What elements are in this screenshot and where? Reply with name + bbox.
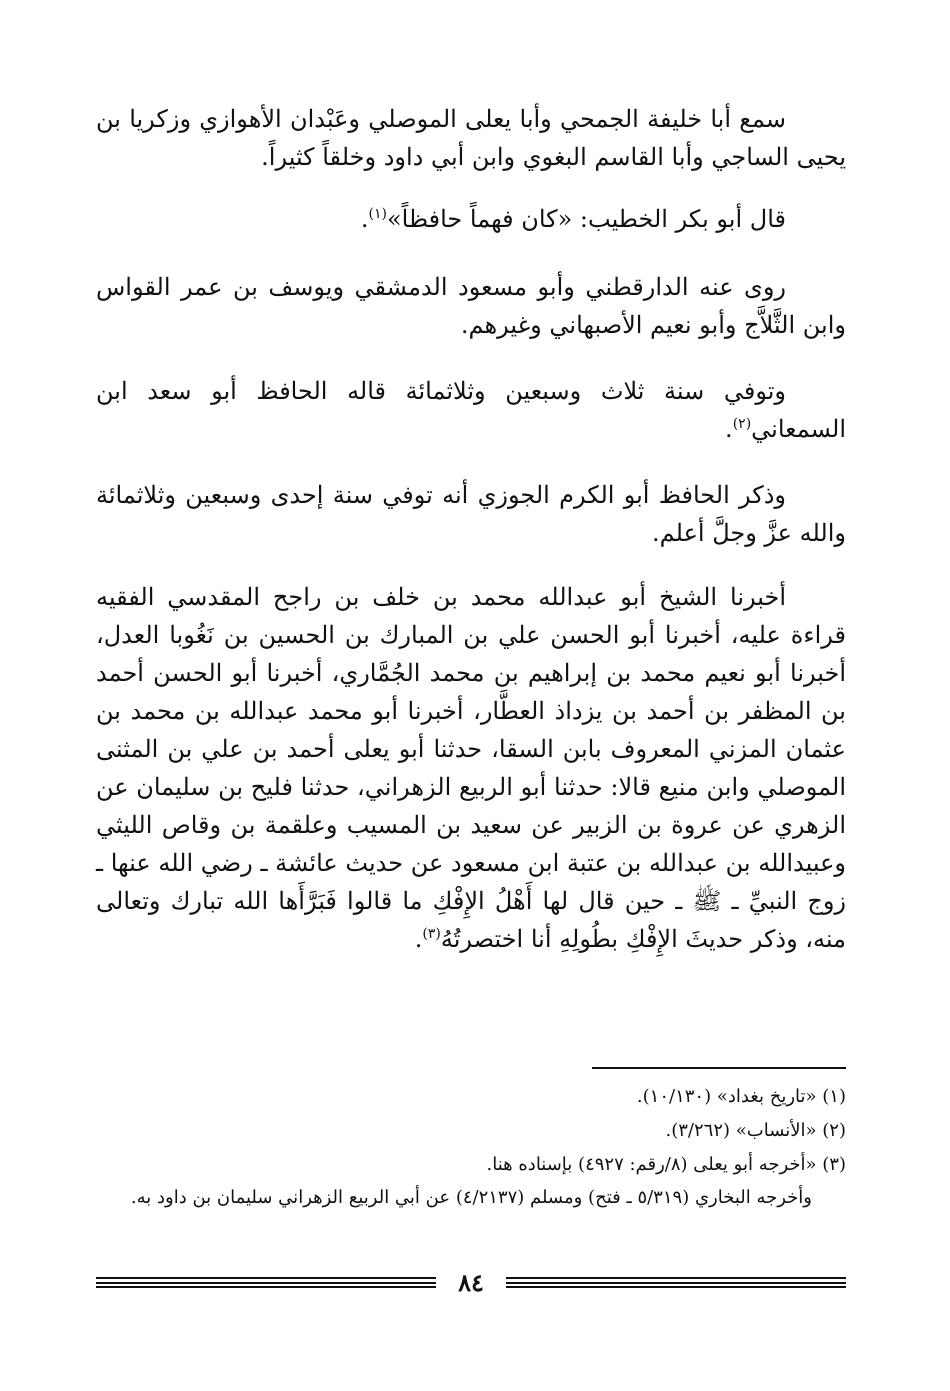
- paragraph-6-text: أخبرنا الشيخ أبو عبدالله محمد بن خلف بن راجح المقدسي الفقيه قراءة عليه، أخبرنا أبو الحسن علي بن المبارك بن الحسين بن نَغُوبا العدل، أخبرنا أبو نعيم محمد بن إبراهيم بن محمد الجُمَّاري، أخبرنا أبو الحسن أحمد بن المظفر بن أحمد بن يزداذ العطَّار، أخبرنا أبو محمد عبدالله بن محمد بن عثمان المزني المعروف بابن السقا، حدثنا أبو يعلى أحمد بن علي بن المثنى الموصلي وابن منيع قالا: حدثنا أبو الربيع الزهراني، حدثنا فليح بن سليمان عن الزهري عن عروة بن الزبير عن سعيد بن المسيب وعلقمة بن وقاص الليثي وعبيدالله بن عبدالله بن عتبة ابن مسعود عن حديث عائشة ـ رضي الله عنها ـ زوج النبيِّ ـ ﷺ ـ حين قال لها أَهْلُ الإِفْكِ ما قالوا فَبَرَّأَها الله تبارك وتعالى منه، وذكر حديثَ الإِفْكِ بطُولِهِ أنا اختصرتُهُ: [96, 583, 846, 953]
- page-number: ٨٤: [458, 1268, 484, 1297]
- footnote-ref-3: (٣): [422, 926, 441, 942]
- footnote-2: (٢) «الأنساب» (٣/٢٦٢).: [665, 1120, 846, 1141]
- paragraph-1-text: سمع أبا خليفة الجمحي وأبا يعلى الموصلي وعَبْدان الأهوازي وزكريا بن يحيى الساجي وأبا القاسم البغوي وابن أبي داود وخلقاً كثيراً.: [96, 105, 846, 171]
- bottom-rule-left: [96, 1277, 436, 1288]
- bottom-rule-right: [506, 1277, 846, 1288]
- paragraph-6-end: .: [414, 925, 423, 953]
- footnote-ref-2: (٢): [732, 416, 752, 432]
- paragraph-4: [96, 372, 846, 448]
- footnote-separator: [592, 1067, 846, 1069]
- footnotes: [96, 1080, 846, 1214]
- footnote-3: (٣) «أخرجه أبو يعلى (٨/رقم: ٤٩٢٧) بإسناده هنا.: [486, 1154, 846, 1175]
- paragraph-3: [96, 268, 846, 344]
- paragraph-1: [96, 100, 846, 176]
- paragraph-2-text: قال أبو بكر الخطيب: «كان فهماً حافظاً»: [386, 205, 786, 233]
- paragraph-5-text: وذكر الحافظ أبو الكرم الجوزي أنه توفي سنة إحدى وسبعين وثلاثمائة والله عزَّ وجلَّ أعلم.: [96, 481, 846, 547]
- paragraph-3-text: روى عنه الدارقطني وأبو مسعود الدمشقي ويوسف بن عمر القواس وابن الثَّلاَّج وأبو نعيم الأصبهاني وغيرهم.: [96, 273, 846, 339]
- paragraph-6: [96, 578, 846, 958]
- footnote-1: (١) «تاريخ بغداد» (١٠/١٣٠).: [636, 1086, 846, 1107]
- footnote-ref-1: (١): [368, 206, 387, 222]
- paragraph-2-end: .: [360, 205, 369, 233]
- paragraph-4-end: .: [725, 415, 733, 443]
- paragraph-5: [96, 476, 846, 552]
- footnote-3-continuation: وأخرجه البخاري (٥/٣١٩ ـ فتح) ومسلم (٤/٢١٣٧) عن أبي الربيع الزهراني سليمان بن داود به.: [130, 1187, 812, 1208]
- paragraph-4-text: وتوفي سنة ثلاث وسبعين وثلاثمائة قاله الحافظ أبو سعد ابن السمعاني: [96, 377, 846, 443]
- paragraph-2: [96, 200, 846, 238]
